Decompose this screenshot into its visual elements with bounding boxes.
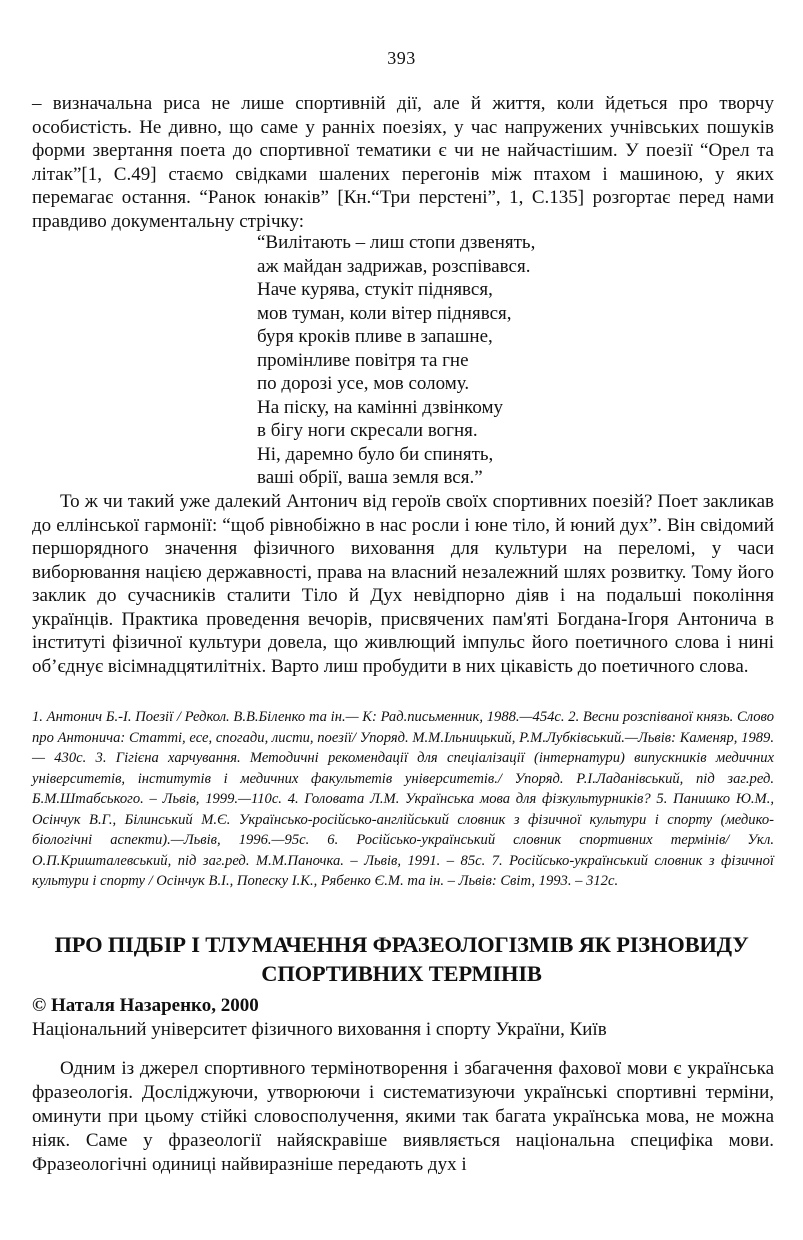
poem-line: аж майдан задрижав, розспівався.	[257, 255, 531, 277]
poem-line: по дорозі усе, мов солому.	[257, 373, 470, 394]
poem-line: Ні, даремно було би спинять,	[257, 443, 494, 465]
poem-line: в бігу ноги скресали вогня.	[257, 420, 478, 441]
page-number: 393	[387, 48, 416, 68]
affiliation-line: Національний університет фізичного виховання і спорту України, Київ	[32, 1019, 607, 1040]
poem-line: промінливе повітря та гне	[257, 349, 469, 371]
poem-line: ваші обрії, ваша земля вся.”	[257, 467, 483, 488]
paragraph-phraseology: Одним із джерел спортивного термінотворення і збагачення фахової мови є українська фразеологія. Досліджуючи, утворюючи і систематизуючи українські спортивні терміни, оминути при цьому стійкі словосполучення, якими так багата українська мова, не можна ніяк. Саме у фразеології найяскравіше виявляється національна специфіка мови. Фразеологічні одиниці найвиразніше передають дух і	[32, 1058, 774, 1175]
poem-line: “Вилітають – лиш стопи дзвенять,	[257, 232, 536, 253]
paragraph-intro: – визначальна риса не лише спортивній дії, але й життя, коли йдеться про творчу особистість. Не дивно, що саме у ранніх поезіях, у час напружених учнівських пошуків форми звертання поета до спортивної тематики є чи не найчастішим. У поезії “Орел та літак”[1, С.49] стаємо свідками шалених перегонів між птахом і машиною, у яких перемагає остання. “Ранок юнаків” [Кн.“Три перстені”, 1, С.135] розгортає перед нами правдиво документальну стрічку:	[32, 93, 774, 232]
references-list: 1. Антонич Б.-І. Поезії / Редкол. В.В.Біленко та ін.— К: Рад.письменник, 1988.—454с. 2. Весни розспіваної князь. Слово про Антонича: Статті, есе, спогади, листи, поезії/ Упоряд. М.М.Ільницький, Р.М.Лубківський.—Львів: Каменяр, 1989. — 430с. 3. Гігієна харчування. Методичні рекомендації для спеціалізації (інтернатури) випускників медичних університетів, інститутів і медичних факультетів університетів./ Упоряд. Р.І.Ладанівський, під заг.ред. Б.М.Штабського. – Львів, 1999.—110с. 4. Головата Л.М. Українська мова для фізкультурників? 5. Панишко Ю.М., Осінчук В.Г., Білинський М.Є. Українсько-російсько-англійський словник з фізичної культури і спорту (медико-біологічні аспекти).—Львів, 1996.—95с. 6. Російсько-український словник спортивних термінів/ Укл. О.П.Кришталевський, під заг.ред. М.М.Паночка. – Львів, 1991. – 85с. 7. Російсько-український словник з фізичної культури і спорту / Осінчук В.І., Попеску І.К., Рябенко Є.М. та ін. – Львів: Світ, 1993. – 312с.	[32, 709, 774, 889]
poem-line: мов туман, коли вітер піднявся,	[257, 302, 512, 324]
author-line: © Наталя Назаренко, 2000	[32, 995, 259, 1016]
paragraph-antonych: То ж чи такий уже далекий Антонич від героїв своїх спортивних поезій? Поет закликав до еллінської гармонії: “щоб рівнобіжно в нас росли і юне тіло, й юний дух”. Він свідомий першорядного значення фізичного виховання для культури на переломі, у часи виборювання нацією державності, права на власний незалежний шлях розвитку. Тому його заклик до сучасників сталити Тіло й Дух невідпорно діяв і на подальші покоління українців. Практика проведення вечорів, присвячених пам'яті Богдана-Ігоря Антонича в інституті фізичної культури довела, що живлющий імпульс його поетичного слова і нині об’єднує вісімнадцятилітніх. Варто лиш пробудити в них цікавість до поетичного слова.	[32, 491, 774, 677]
poem-quote	[257, 231, 597, 490]
article-title: ПРО ПІДБІР І ТЛУМАЧЕННЯ ФРАЗЕОЛОГІЗМІВ ЯК РІЗНОВИДУ СПОРТИВНИХ ТЕРМІНІВ	[54, 932, 749, 986]
poem-line: буря кроків пливе в запашне,	[257, 326, 493, 347]
poem-line: Наче курява, стукіт піднявся,	[257, 279, 493, 300]
poem-line: На піску, на камінні дзвінкому	[257, 396, 503, 418]
